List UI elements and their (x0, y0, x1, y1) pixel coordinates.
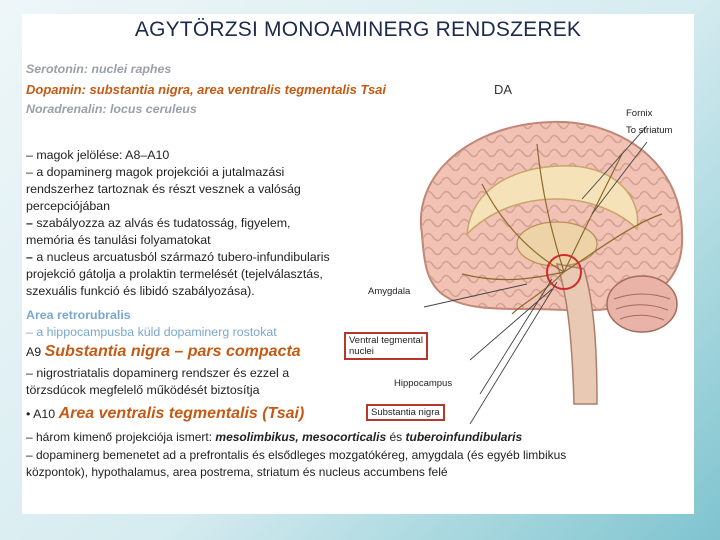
a10-line-1c: és (386, 430, 406, 444)
body-line-5 (26, 216, 291, 231)
intro-serotonin: Serotonin: nuclei raphes (26, 62, 172, 76)
body-line-5-dash: – (26, 216, 33, 230)
body-line-6: memória és tanulási folyamatokat (26, 233, 211, 247)
slide (22, 14, 694, 514)
body-line-7-dash: – (26, 250, 33, 264)
a10-line-1 (26, 430, 522, 445)
a10-line-2: – dopaminerg bemenetet ad a prefrontalis és elsődleges mozgatókéreg, amygdala (és egyéb limbikus (26, 448, 567, 462)
da-label: DA (494, 82, 513, 97)
a9-prefix: A9 (26, 345, 45, 359)
label-to-striatum: To striatum (626, 125, 673, 136)
a10-line-1b: mesolimbikus, mesocorticalis (215, 430, 387, 444)
a10-title: Area ventralis tegmentalis (Tsai) (58, 405, 305, 422)
brain-illustration (352, 104, 694, 424)
body-line-2: – a dopaminerg magok projekciói a jutalmazási (26, 165, 285, 179)
body-line-5-text: szabályozza az alvás és tudatosság, figyelem, (32, 216, 291, 230)
body-line-8: projekció gátolja a prolaktin termelését (tejelválasztás, (26, 267, 323, 281)
label-substantia-nigra: Substantia nigra (366, 404, 445, 421)
cerebellum (607, 276, 677, 332)
a10-prefix: • A10 (26, 407, 59, 421)
body-line-7 (26, 250, 330, 265)
label-amygdala: Amygdala (368, 286, 411, 297)
retro-title: Area retrorubralis (26, 308, 131, 322)
a10-line-3: központok), hypothalamus, area postrema, striatum és nucleus accumbens felé (26, 465, 448, 479)
intro-noradrenalin: Noradrenalin: locus ceruleus (26, 102, 197, 116)
label-fornix: Fornix (626, 108, 653, 119)
label-hippocampus: Hippocampus (394, 378, 453, 389)
body-line-3: rendszerhez tartoznak és részt vesznek a valóság (26, 182, 301, 196)
label-ventral-tegmental-nuclei (344, 332, 428, 360)
vtn-line-2: nuclei (349, 346, 374, 357)
body-line-9: szexuális funkció és libidó szabályozása). (26, 284, 255, 298)
vtn-line-1: Ventral tegmental (349, 335, 423, 346)
a9-line-2: törzsdúcok megfelelő működését biztosítja (26, 383, 260, 397)
body-line-7-text: a nucleus arcuatusból származó tubero-infundibularis (32, 250, 330, 264)
a10-heading (26, 406, 304, 422)
a9-heading (26, 344, 301, 360)
a9-line-1: – nigrostriatalis dopaminerg rendszer és ezzel a (26, 366, 290, 380)
body-line-4: percepciójában (26, 199, 111, 213)
page-title: AGYTÖRZSI MONOAMINERG RENDSZEREK (134, 18, 582, 41)
a10-line-1a: – három kimenő projekciója ismert: (26, 430, 216, 444)
body-line-1: – magok jelölése: A8–A10 (26, 148, 170, 162)
a9-title: Substantia nigra – pars compacta (44, 343, 301, 360)
retro-text: – a hippocampusba küld dopaminerg rostokat (26, 325, 277, 339)
intro-dopamin: Dopamin: substantia nigra, area ventralis tegmentalis Tsai (26, 82, 387, 97)
a10-line-1d: tuberoinfundibularis (405, 430, 523, 444)
